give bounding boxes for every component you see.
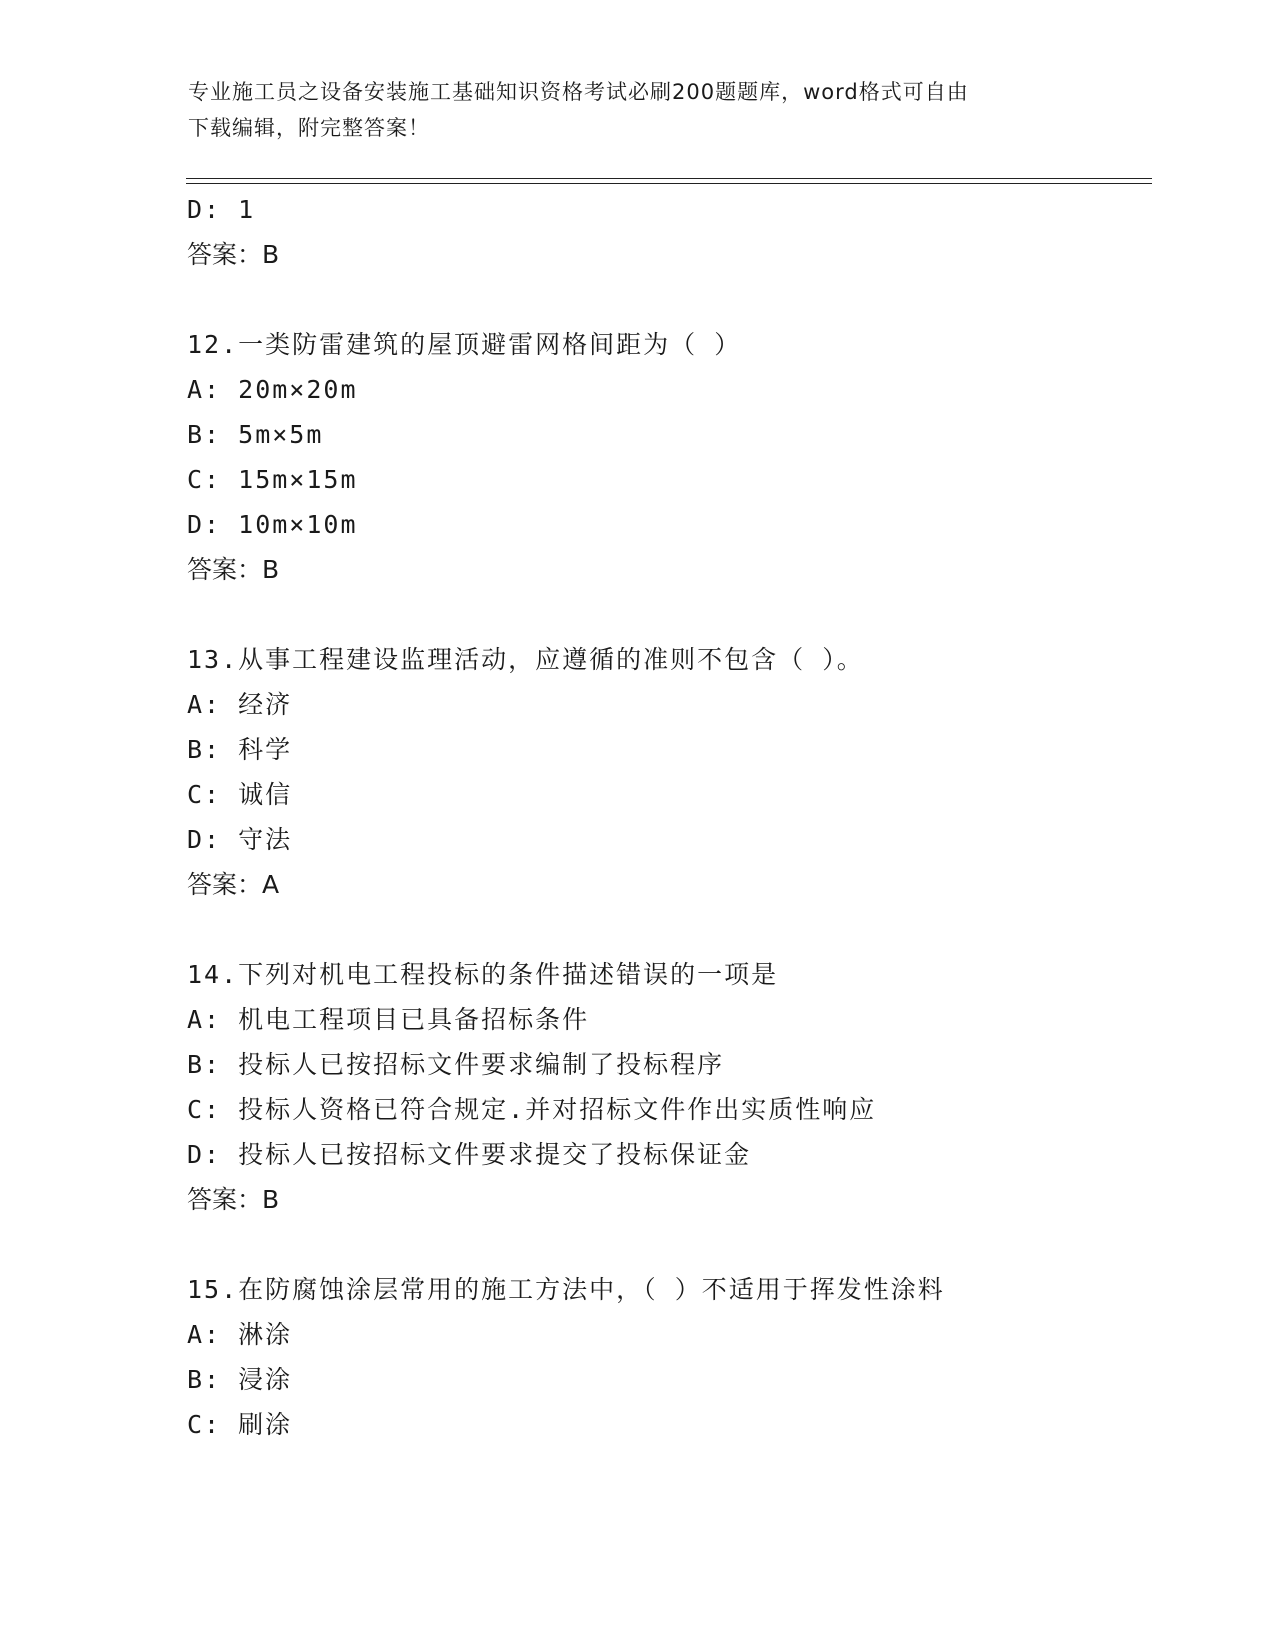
q13-answer: 答案：A bbox=[187, 870, 280, 899]
q12-answer: 答案：B bbox=[187, 555, 280, 584]
q13-option-c: C: 诚信 bbox=[187, 780, 293, 809]
q12-option-c: C: 15m×15m bbox=[187, 465, 358, 494]
q14-stem: 14.下列对机电工程投标的条件描述错误的一项是 bbox=[187, 960, 779, 989]
header-line-1: 专业施工员之设备安装施工基础知识资格考试必刷200题题库，word格式可自由 bbox=[188, 80, 969, 104]
q15-stem: 15.在防腐蚀涂层常用的施工方法中，（ ）不适用于挥发性涂料 bbox=[187, 1275, 945, 1304]
q12-stem: 12.一类防雷建筑的屋顶避雷网格间距为（ ） bbox=[187, 330, 742, 359]
q15-option-a: A: 淋涂 bbox=[187, 1320, 293, 1349]
document-header bbox=[188, 74, 1088, 146]
prev-answer: 答案：B bbox=[187, 240, 280, 269]
q14-option-d: D: 投标人已按招标文件要求提交了投标保证金 bbox=[187, 1140, 752, 1169]
q12-option-a: A: 20m×20m bbox=[187, 375, 358, 404]
q13-option-d: D: 守法 bbox=[187, 825, 293, 854]
q15-option-c: C: 刷涂 bbox=[187, 1410, 293, 1439]
q14-option-b: B: 投标人已按招标文件要求编制了投标程序 bbox=[187, 1050, 725, 1079]
header-divider-top bbox=[186, 178, 1152, 179]
q14-option-c: C: 投标人资格已符合规定.并对招标文件作出实质性响应 bbox=[187, 1095, 877, 1124]
q12-option-b: B: 5m×5m bbox=[187, 420, 324, 449]
header-divider-bottom bbox=[186, 183, 1152, 184]
q13-option-a: A: 经济 bbox=[187, 690, 293, 719]
q13-option-b: B: 科学 bbox=[187, 735, 293, 764]
q15-option-b: B: 浸涂 bbox=[187, 1365, 293, 1394]
q13-stem: 13.从事工程建设监理活动，应遵循的准则不包含（ ）。 bbox=[187, 645, 864, 674]
q14-option-a: A: 机电工程项目已具备招标条件 bbox=[187, 1005, 590, 1034]
prev-option-d: D: 1 bbox=[187, 195, 256, 224]
header-line-2: 下载编辑，附完整答案！ bbox=[188, 116, 430, 140]
q12-option-d: D: 10m×10m bbox=[187, 510, 358, 539]
q14-answer: 答案：B bbox=[187, 1185, 280, 1214]
